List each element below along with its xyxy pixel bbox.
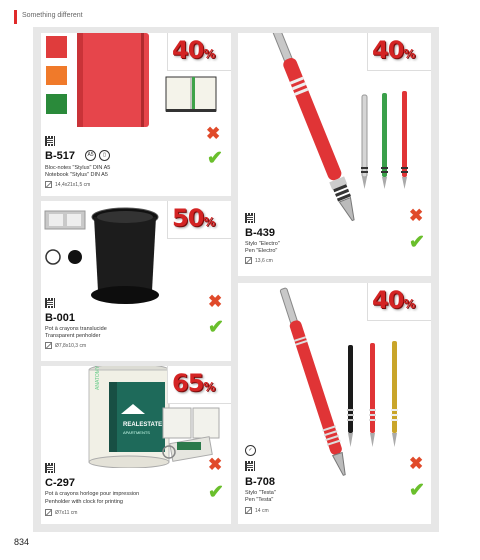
x-icon[interactable]: ✖	[208, 455, 223, 474]
qr-code-icon[interactable]	[45, 136, 55, 146]
product-dimensions: 14 cm	[255, 508, 269, 514]
product-desc-fr: Pot à crayons horloge pour impression	[45, 491, 140, 497]
notebook-open-image	[165, 75, 219, 115]
check-icon[interactable]: ✔	[208, 482, 224, 503]
pages-icon: ▯	[99, 150, 110, 161]
product-code: C-297	[45, 477, 75, 489]
discount-badge	[367, 283, 431, 321]
swatch-red[interactable]	[46, 36, 67, 58]
swatch-orange[interactable]	[46, 66, 67, 85]
product-dimensions: 14,4x21x1,5 cm	[55, 182, 91, 188]
product-card-b001[interactable]	[41, 201, 231, 361]
penholder-variants-image	[43, 209, 89, 269]
product-desc-en: Pen "Electro"	[245, 248, 278, 254]
check-icon[interactable]: ✔	[207, 148, 223, 169]
recycle-icon: A5	[85, 150, 96, 161]
discount-value: 40	[372, 36, 404, 64]
qr-code-icon[interactable]	[245, 461, 255, 471]
pen-electro-variants-image	[356, 89, 428, 201]
product-dimensions: Ø7x11 cm	[55, 510, 78, 516]
mug-print-line2: REALESTATE	[123, 422, 163, 428]
ruler-icon	[245, 507, 252, 514]
x-icon[interactable]: ✖	[409, 206, 424, 225]
product-card-c297[interactable]	[41, 366, 231, 524]
ruler-icon	[45, 342, 52, 349]
product-dimensions: Ø7,8x10,3 cm	[55, 343, 87, 349]
discount-value: 40	[172, 36, 204, 64]
x-icon[interactable]: ✖	[206, 124, 221, 143]
check-icon[interactable]: ✔	[409, 232, 425, 253]
product-card-b517[interactable]	[41, 33, 231, 196]
product-desc-en: Penholder with clock for printing	[45, 499, 123, 505]
qr-code-icon[interactable]	[45, 463, 55, 473]
product-desc-fr: Pot à crayons translucide	[45, 326, 107, 332]
discount-value: 65	[172, 369, 204, 397]
penholder-image	[89, 207, 161, 307]
discount-badge	[167, 201, 231, 239]
discount-unit: %	[403, 47, 415, 61]
check-icon[interactable]: ✔	[208, 317, 224, 338]
discount-unit: %	[203, 47, 215, 61]
ruler-icon	[45, 181, 52, 188]
notebook-image	[71, 33, 153, 131]
discount-badge	[167, 33, 231, 71]
discount-unit: %	[403, 297, 415, 311]
product-card-b439[interactable]	[238, 33, 431, 276]
product-card-b708[interactable]	[238, 283, 431, 524]
x-icon[interactable]: ✖	[208, 292, 223, 311]
qr-code-icon[interactable]	[245, 213, 255, 223]
discount-unit: %	[203, 380, 215, 394]
page-number: 834	[14, 537, 30, 547]
product-code: B-708	[245, 476, 275, 488]
product-desc-en: Notebook "Stylus" DIN A5	[45, 172, 108, 178]
mug-print-line3: APARTMENTS	[123, 430, 150, 435]
ruler-icon	[245, 257, 252, 264]
discount-value: 50	[172, 204, 204, 232]
discount-value: 40	[372, 286, 404, 314]
product-code: B-439	[245, 227, 275, 239]
product-desc-fr: Stylo "Electro"	[245, 241, 280, 247]
product-desc-en: Pen "Testa"	[245, 497, 274, 503]
qr-code-icon[interactable]	[45, 298, 55, 308]
product-code: B-517	[45, 150, 75, 162]
swatch-green[interactable]	[46, 94, 67, 114]
discount-unit: %	[203, 215, 215, 229]
penholder-parts-image	[161, 406, 225, 462]
header-title: Something different	[22, 12, 83, 19]
discount-badge	[167, 366, 231, 404]
product-dimensions: 13,6 cm	[255, 258, 273, 264]
product-desc-fr: Stylo "Testa"	[245, 490, 276, 496]
product-desc-fr: Bloc-notes "Stylus" DIN A5	[45, 165, 111, 171]
ruler-icon	[45, 509, 52, 516]
product-code: B-001	[45, 312, 75, 324]
product-desc-en: Transparent penholder	[45, 333, 101, 339]
signature-icon: ✓	[245, 445, 256, 456]
discount-badge	[367, 33, 431, 71]
mug-print-line1: ANATOMY	[95, 366, 101, 390]
pen-testa-variants-image	[342, 339, 414, 459]
x-icon[interactable]: ✖	[409, 454, 424, 473]
header-accent-bar	[14, 10, 17, 24]
check-icon[interactable]: ✔	[409, 480, 425, 501]
